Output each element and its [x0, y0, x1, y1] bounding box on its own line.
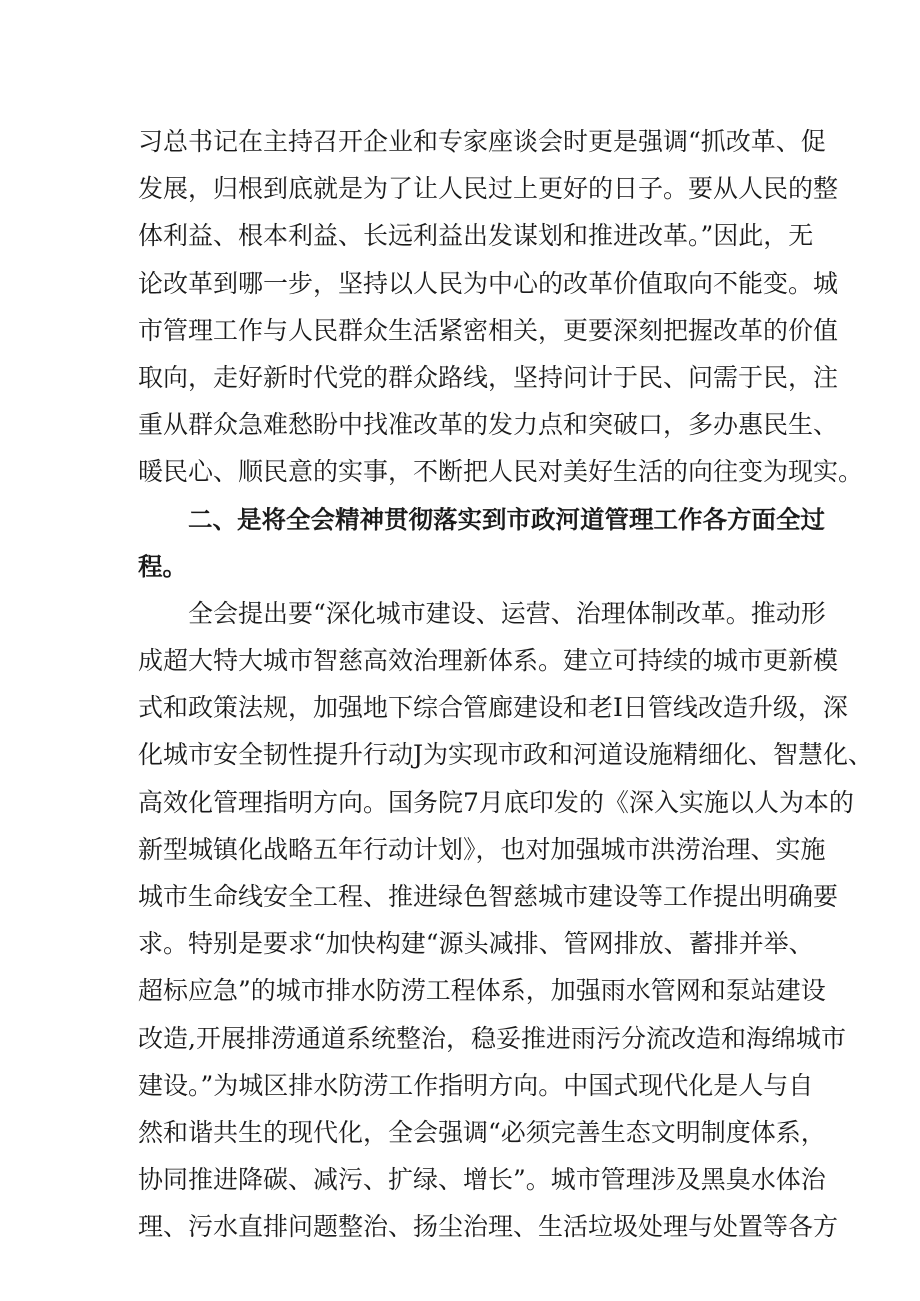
- text-line: 超标应急”的城市排水防涝工程体系，加强雨水管网和泵站建设: [138, 976, 826, 1006]
- text-line: 取向，走好新时代党的群众路线，坚持问计于民、问需于民，注: [138, 362, 839, 392]
- body-text: [138, 118, 874, 1251]
- text-line: 然和谐共生的现代化，全会强调“必须完善生态文明制度体系，: [138, 1117, 826, 1147]
- text-line: 求。特别是要求“加快构建“源头减排、管网排放、蓄排并举、: [138, 929, 814, 959]
- text-line: 协同推进降碳、减污、扩绿、增长”。城市管理涉及黑臭水体治: [138, 1165, 826, 1195]
- paragraph-people-centered-reform: [138, 118, 864, 496]
- text-line: 论改革到哪一步，坚持以人民为中心的改革价值取向不能变。城: [138, 268, 839, 298]
- text-line: 建设。”为城区排水防涝工作指明方向。中国式现代化是人与自: [138, 1070, 814, 1100]
- text-line: 重从群众急难愁盼中找准改革的发力点和突破口，多办惠民生、: [138, 410, 839, 440]
- text-line: 新型城镇化战略五年行动计划》，也对加强城市洪涝治理、实施: [138, 834, 826, 864]
- text-line: 市管理工作与人民群众生活紧密相关，更要深刻把握改革的价值: [138, 315, 839, 345]
- text-line: 体利益、根本利益、长远利益出发谋划和推进改革。”因此，无: [138, 221, 814, 251]
- paragraph-plenary-requirements: [138, 590, 874, 1251]
- text-line: 化城市安全韧性提升行动J为实现市政和河道设施精细化、智慧化、: [138, 740, 874, 770]
- heading-line: 二、是将全会精神贯彻落实到市政河道管理工作各方面全过: [188, 504, 825, 534]
- text-line: 成超大特大城市智慈高效治理新体系。建立可持续的城市更新模: [138, 646, 839, 676]
- text-line: 理、污水直排问题整治、扬尘治理、生活垃圾处理与处置等各方: [138, 1212, 839, 1242]
- text-line: 全会提出要“深化城市建设、运营、治理体制改革。推动形: [188, 598, 826, 628]
- text-line: 改造,开展排涝通道系统整治，稳妥推进雨污分流改造和海绵城市: [138, 1023, 846, 1053]
- section-heading: [138, 496, 825, 590]
- text-line: 式和政策法规，加强地下综合管廊建设和老I日管线改造升级，深: [138, 693, 848, 723]
- text-line: 发展，归根到底就是为了让人民过上更好的日子。要从人民的整: [138, 174, 839, 204]
- text-line: 习总书记在主持召开企业和专家座谈会时更是强调“抓改革、促: [138, 127, 826, 156]
- text-line: 高效化管理指明方向。国务院7月底印发的《深入实施以人为本的: [138, 787, 854, 817]
- text-line: 城市生命线安全工程、推进绿色智慈城市建设等工作提出明确要: [138, 882, 839, 911]
- heading-line: 程。: [138, 551, 187, 581]
- text-line: 暖民心、顺民意的实事，不断把人民对美好生活的向往变为现实。: [138, 457, 864, 487]
